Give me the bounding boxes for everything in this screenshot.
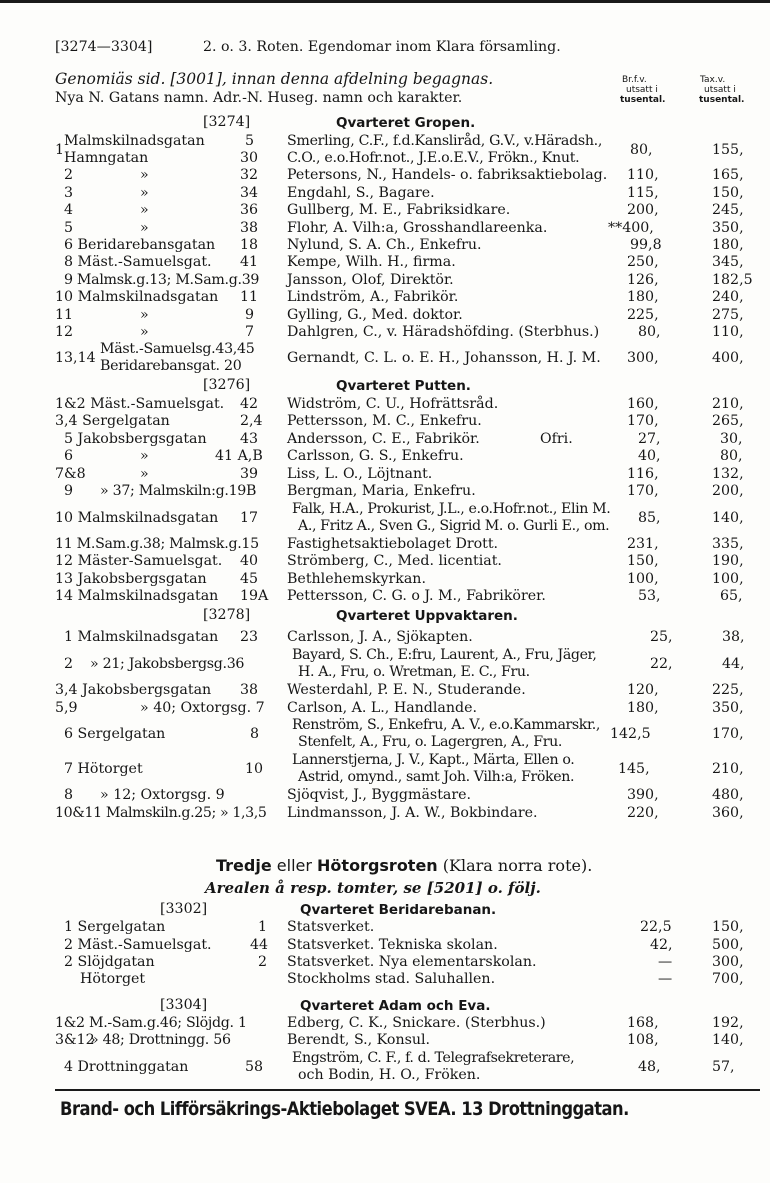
street-name: 2 Slöjdgatan xyxy=(64,954,155,970)
ditto-mark: » xyxy=(140,167,149,183)
house-number: 42 xyxy=(240,396,259,412)
fire-value: 116, xyxy=(627,466,659,482)
owner: Dahlgren, C., v. Häradshöfding. (Sterbhus.) xyxy=(287,324,600,340)
tax-value: 150, xyxy=(712,919,744,935)
street-name: 12 Mäster-Samuelsgat. xyxy=(55,553,223,569)
tax-heading: Tax.v. xyxy=(700,75,726,85)
fire-value: 145, xyxy=(618,761,650,777)
owner: Berendt, S., Konsul. xyxy=(287,1032,431,1048)
street-name: 13 Jakobsbergsgatan xyxy=(55,571,207,587)
fire-value: 170, xyxy=(627,413,659,429)
fire-value: 180, xyxy=(627,289,659,305)
lot-number: 5,9 xyxy=(55,700,78,716)
tax-value: 400, xyxy=(712,350,744,366)
fire-value: 80, xyxy=(638,324,661,340)
tax-value: 480, xyxy=(712,787,744,803)
owner: Astrid, omynd., samt Joh. Vilh:a, Fröken. xyxy=(298,769,575,785)
house-number: 32 xyxy=(240,167,259,183)
owner: Falk, H.A., Prokurist, J.L., e.o.Hofr.not., Elin M. xyxy=(292,501,611,517)
owner: Gylling, G., Med. doktor. xyxy=(287,307,463,323)
owner: Nylund, S. A. Ch., Enkefru. xyxy=(287,237,482,253)
fire-value: 120, xyxy=(627,682,659,698)
street-name: 6 Sergelgatan xyxy=(64,726,166,742)
ditto-mark: » xyxy=(140,466,149,482)
owner: Westerdahl, P. E. N., Studerande. xyxy=(287,682,526,698)
street-name: 1 Sergelgatan xyxy=(64,919,166,935)
house-number: 44 xyxy=(250,937,269,953)
tax-value: 225, xyxy=(712,682,744,698)
house-number: 9 xyxy=(245,307,255,323)
tax-value: 245, xyxy=(712,202,744,218)
fire-value: 168, xyxy=(627,1015,659,1031)
street-name: 10&11 Malmskiln.g.25; » 1,3,5 xyxy=(55,805,267,821)
owner: Carlsson, G. S., Enkefru. xyxy=(287,448,464,464)
ditto-mark: » xyxy=(140,220,149,236)
house-number: 5 xyxy=(245,133,255,149)
tax-value: 700, xyxy=(712,971,744,987)
owner: Carlson, A. L., Handlande. xyxy=(287,700,478,716)
owner: C.O., e.o.Hofr.not., J.E.o.E.V., Frökn., Knut. xyxy=(287,150,580,166)
fire-value: 42, xyxy=(650,937,673,953)
owner: Statsverket. Tekniska skolan. xyxy=(287,937,498,953)
owner: Widström, C. U., Hofrättsråd. xyxy=(287,396,499,412)
street-name: 9 Malmsk.g.13; M.Sam.g.39 xyxy=(64,272,260,288)
owner: Lindström, A., Fabrikör. xyxy=(287,289,459,305)
owner: Stenfelt, A., Fru, o. Lagergren, A., Fru. xyxy=(298,734,562,750)
brf-heading: Br.f.v. xyxy=(622,75,647,85)
page-subtitle: 2. o. 3. Roten. Egendomar inom Klara församling. xyxy=(203,39,561,55)
street-name: Mäst.-Samuelsg.43,45 xyxy=(100,341,255,357)
block-name: Qvarteret Uppvaktaren. xyxy=(336,608,518,624)
owner: Sjöqvist, J., Byggmästare. xyxy=(287,787,472,803)
ditto-mark: » xyxy=(140,448,149,464)
street-name: 3,4 Sergelgatan xyxy=(55,413,170,429)
tax-value: 335, xyxy=(712,536,744,552)
owner: Bergman, Maria, Enkefru. xyxy=(287,483,476,499)
lot-number: 6 xyxy=(64,448,74,464)
block-id: [3304] xyxy=(160,997,208,1013)
house-number: 2 xyxy=(258,954,268,970)
tax-note: Ofri. xyxy=(540,431,573,447)
owner: Renström, S., Enkefru, A. V., e.o.Kammarskr., xyxy=(292,717,601,733)
footer-rule xyxy=(55,1089,760,1091)
fire-value: 27, xyxy=(638,431,661,447)
street-name: 1&2 M.-Sam.g.46; Slöjdg. 1 xyxy=(55,1015,247,1031)
tax-value: 350, xyxy=(712,700,744,716)
house-number: 43 xyxy=(240,431,259,447)
tax-value: 275, xyxy=(712,307,744,323)
tax-value: 110, xyxy=(712,324,744,340)
fire-value: 390, xyxy=(627,787,659,803)
tax-value: 210, xyxy=(712,396,744,412)
house-number: 41 xyxy=(240,254,259,270)
rote-title-part: Hötorgsroten xyxy=(317,856,438,875)
fire-value: 142,5 xyxy=(610,726,651,742)
ditto-mark: » xyxy=(140,307,149,323)
street-name: » 21; Jakobsbergsg.36 xyxy=(90,656,245,672)
block-id: [3278] xyxy=(203,607,251,623)
house-number: 1 xyxy=(258,919,268,935)
owner: Gernandt, C. L. o. E. H., Johansson, H. J. M. xyxy=(287,350,601,366)
fire-value: 160, xyxy=(627,396,659,412)
street-name: Hamngatan xyxy=(64,150,149,166)
tax-value: 182,5 xyxy=(712,272,753,288)
tax-value: 38, xyxy=(722,629,745,645)
owner: Liss, L. O., Löjtnant. xyxy=(287,466,433,482)
lot-number: 3&12 xyxy=(55,1032,95,1048)
fire-value: 25, xyxy=(650,629,673,645)
owner: Lindmansson, J. A. W., Bokbindare. xyxy=(287,805,538,821)
block-id: [3302] xyxy=(160,901,208,917)
ditto-mark: » xyxy=(140,324,149,340)
rote-title-part: eller xyxy=(276,856,312,875)
street-name: 7 Hötorget xyxy=(64,761,143,777)
owner: och Bodin, H. O., Fröken. xyxy=(298,1067,481,1083)
street-name: » 37; Malmskiln:g.19B xyxy=(100,483,257,499)
tax-value: 360, xyxy=(712,805,744,821)
fire-value: 231, xyxy=(627,536,659,552)
rote-title xyxy=(216,857,592,874)
street-name: Malmskilnadsgatan xyxy=(64,133,205,149)
ditto-mark: » xyxy=(140,185,149,201)
fire-value: 108, xyxy=(627,1032,659,1048)
owner: Kempe, Wilh. H., firma. xyxy=(287,254,456,270)
owner: Stockholms stad. Saluhallen. xyxy=(287,971,496,987)
owner: Strömberg, C., Med. licentiat. xyxy=(287,553,502,569)
street-name: 2 Mäst.-Samuelsgat. xyxy=(64,937,212,953)
owner: Edberg, C. K., Snickare. (Sterbhus.) xyxy=(287,1015,546,1031)
house-number: 10 xyxy=(245,761,264,777)
fire-value: 150, xyxy=(627,553,659,569)
lot-number: 9 xyxy=(64,483,74,499)
fire-value: 170, xyxy=(627,483,659,499)
owner: Statsverket. Nya elementarskolan. xyxy=(287,954,537,970)
lot-number: 8 xyxy=(64,787,74,803)
tax-value: 210, xyxy=(712,761,744,777)
fire-value: 80, xyxy=(630,142,653,158)
lot-number: 11 xyxy=(55,307,74,323)
fire-value: 300, xyxy=(627,350,659,366)
fire-value: 85, xyxy=(638,510,661,526)
fire-value: 40, xyxy=(638,448,661,464)
tax-value: 140, xyxy=(712,1032,744,1048)
street-name: » 12; Oxtorgsg. 9 xyxy=(100,787,225,803)
fire-value: 180, xyxy=(627,700,659,716)
column-heading: Nya N. Gatans namn. Adr.-N. Huseg. namn och karakter. xyxy=(55,90,463,106)
lot-number: 13,14 xyxy=(55,350,96,366)
block-name: Qvarteret Putten. xyxy=(336,378,471,394)
lot-number: 5 xyxy=(64,220,74,236)
tax-value: 80, xyxy=(720,448,743,464)
rote-subtitle: Arealen å resp. tomter, se [5201] o. följ. xyxy=(205,879,541,897)
lot-number: 4 xyxy=(64,202,74,218)
fire-value: — xyxy=(658,971,673,987)
tax-value: 132, xyxy=(712,466,744,482)
house-number: 23 xyxy=(240,629,259,645)
tax-value: 65, xyxy=(720,588,743,604)
owner: Pettersson, M. C., Enkefru. xyxy=(287,413,482,429)
fire-value: 200, xyxy=(627,202,659,218)
tax-value: 30, xyxy=(720,431,743,447)
tax-value: 140, xyxy=(712,510,744,526)
house-number: 19A xyxy=(240,588,269,604)
lot-number: 2 xyxy=(64,656,74,672)
street-name: 4 Drottninggatan xyxy=(64,1059,189,1075)
street-name: 1 Malmskilnadsgatan xyxy=(64,629,219,645)
house-number: 40 xyxy=(240,553,259,569)
tax-value: 170, xyxy=(712,726,744,742)
tax-value: 57, xyxy=(712,1059,735,1075)
street-name: 11 M.Sam.g.38; Malmsk.g.15 xyxy=(55,536,259,552)
owner: Statsverket. xyxy=(287,919,375,935)
house-number: 7 xyxy=(245,324,255,340)
owner: Flohr, A. Vilh:a, Grosshandlareenka. xyxy=(287,220,548,236)
owner: Andersson, C. E., Fabrikör. xyxy=(287,431,480,447)
owner: Petersons, N., Handels- o. fabriksaktiebolag. xyxy=(287,167,608,183)
lot-number: 3 xyxy=(64,185,74,201)
owner: A., Fritz A., Sven G., Sigrid M. o. Gurli E., om. xyxy=(298,518,610,534)
street-name: Hötorget xyxy=(80,971,146,987)
tax-value: 350, xyxy=(712,220,744,236)
street-name: 10 Malmskilnadsgatan xyxy=(55,289,219,305)
street-name: » 40; Oxtorgsg. 7 xyxy=(140,700,265,716)
house-number: 18 xyxy=(240,237,259,253)
tax-value: 190, xyxy=(712,553,744,569)
house-number: 45 xyxy=(240,571,259,587)
street-name: 1&2 Mäst.-Samuelsgat. xyxy=(55,396,225,412)
lot-number: 12 xyxy=(55,324,74,340)
brf-heading-unit: tusental. xyxy=(620,95,666,105)
tax-value: 155, xyxy=(712,142,744,158)
block-name: Qvarteret Gropen. xyxy=(336,115,476,131)
notice: Genomiäs sid. [3001], innan denna afdelning begagnas. xyxy=(55,70,494,88)
tax-heading-mid: utsatt i xyxy=(704,85,736,95)
owner: Engström, C. F., f. d. Telegrafsekreterare, xyxy=(292,1050,575,1066)
fire-value: 126, xyxy=(627,272,659,288)
lot-number: 7&8 xyxy=(55,466,86,482)
block-id: [3274] xyxy=(203,114,251,130)
tax-value: 500, xyxy=(712,937,744,953)
block-id: [3276] xyxy=(203,377,251,393)
owner: Lannerstjerna, J. V., Kapt., Märta, Ellen o. xyxy=(292,752,575,768)
house-number: 34 xyxy=(240,185,259,201)
tax-value: 150, xyxy=(712,185,744,201)
street-name: 6 Beridarebansgatan xyxy=(64,237,216,253)
footer-ad: Brand- och Lifförsäkrings-Aktiebolaget SVEA. 13 Drottninggatan. xyxy=(60,1098,629,1120)
house-number: 30 xyxy=(240,150,259,166)
tax-value: 165, xyxy=(712,167,744,183)
top-border xyxy=(0,0,770,3)
street-name: 14 Malmskilnadsgatan xyxy=(55,588,219,604)
tax-value: 192, xyxy=(712,1015,744,1031)
street-name: 10 Malmskilnadsgatan xyxy=(55,510,219,526)
owner: Pettersson, C. G. o J. M., Fabrikörer. xyxy=(287,588,546,604)
house-number: 2,4 xyxy=(240,413,263,429)
tax-value: 300, xyxy=(712,954,744,970)
fire-value: **400, xyxy=(608,220,654,236)
fire-value: 100, xyxy=(627,571,659,587)
street-name: 8 Mäst.-Samuelsgat. xyxy=(64,254,212,270)
owner: Smerling, C.F., f.d.Kanslіråd, G.V., v.Häradsh., xyxy=(287,133,603,149)
rote-title-part: Tredje xyxy=(216,856,272,875)
fire-value: 110, xyxy=(627,167,659,183)
tax-value: 44, xyxy=(722,656,745,672)
owner: Fastighetsaktiebolaget Drott. xyxy=(287,536,499,552)
block-name: Qvarteret Beridarebanan. xyxy=(300,902,497,918)
street-name: 3,4 Jakobsbergsgatan xyxy=(55,682,212,698)
fire-value: 22,5 xyxy=(640,919,672,935)
fire-value: 48, xyxy=(638,1059,661,1075)
tax-value: 100, xyxy=(712,571,744,587)
fire-value: 250, xyxy=(627,254,659,270)
owner: Bayard, S. Ch., E:fru, Laurent, A., Fru, Jäger, xyxy=(292,647,597,663)
tax-value: 345, xyxy=(712,254,744,270)
owner: Bethlehemskyrkan. xyxy=(287,571,426,587)
house-number: 11 xyxy=(240,289,259,305)
lot-number: 2 xyxy=(64,167,74,183)
fire-value: 115, xyxy=(627,185,659,201)
street-name: » 48; Drottningg. 56 xyxy=(90,1032,231,1048)
tax-heading-unit: tusental. xyxy=(699,95,745,105)
tax-value: 200, xyxy=(712,483,744,499)
owner: Carlsson, J. A., Sjökapten. xyxy=(287,629,473,645)
street-name: Beridarebansgat. 20 xyxy=(100,358,242,374)
street-name: 5 Jakobsbergsgatan xyxy=(64,431,207,447)
owner: H. A., Fru, o. Wretman, E. C., Fru. xyxy=(298,664,530,680)
house-number: 38 xyxy=(240,220,259,236)
owner: Engdahl, S., Bagare. xyxy=(287,185,435,201)
fire-value: 220, xyxy=(627,805,659,821)
rote-title-part: (Klara norra rote). xyxy=(442,856,593,875)
house-number: 17 xyxy=(240,510,259,526)
house-number: 8 xyxy=(250,726,260,742)
fire-value: 22, xyxy=(650,656,673,672)
house-number: 41 A,B xyxy=(215,448,263,464)
page-range: [3274—3304] xyxy=(55,39,153,55)
fire-value: 99,8 xyxy=(630,237,662,253)
fire-value: 53, xyxy=(638,588,661,604)
owner: Jansson, Olof, Direktör. xyxy=(287,272,454,288)
house-number: 36 xyxy=(240,202,259,218)
brf-heading-mid: utsatt i xyxy=(626,85,658,95)
owner: Gullberg, M. E., Fabriksidkare. xyxy=(287,202,511,218)
tax-value: 180, xyxy=(712,237,744,253)
house-number: 58 xyxy=(245,1059,264,1075)
block-name: Qvarteret Adam och Eva. xyxy=(300,998,491,1014)
lot-number: 1 xyxy=(55,142,65,158)
fire-value: — xyxy=(658,954,673,970)
tax-value: 240, xyxy=(712,289,744,305)
house-number: 38 xyxy=(240,682,259,698)
house-number: 39 xyxy=(240,466,259,482)
fire-value: 225, xyxy=(627,307,659,323)
tax-value: 265, xyxy=(712,413,744,429)
ditto-mark: » xyxy=(140,202,149,218)
